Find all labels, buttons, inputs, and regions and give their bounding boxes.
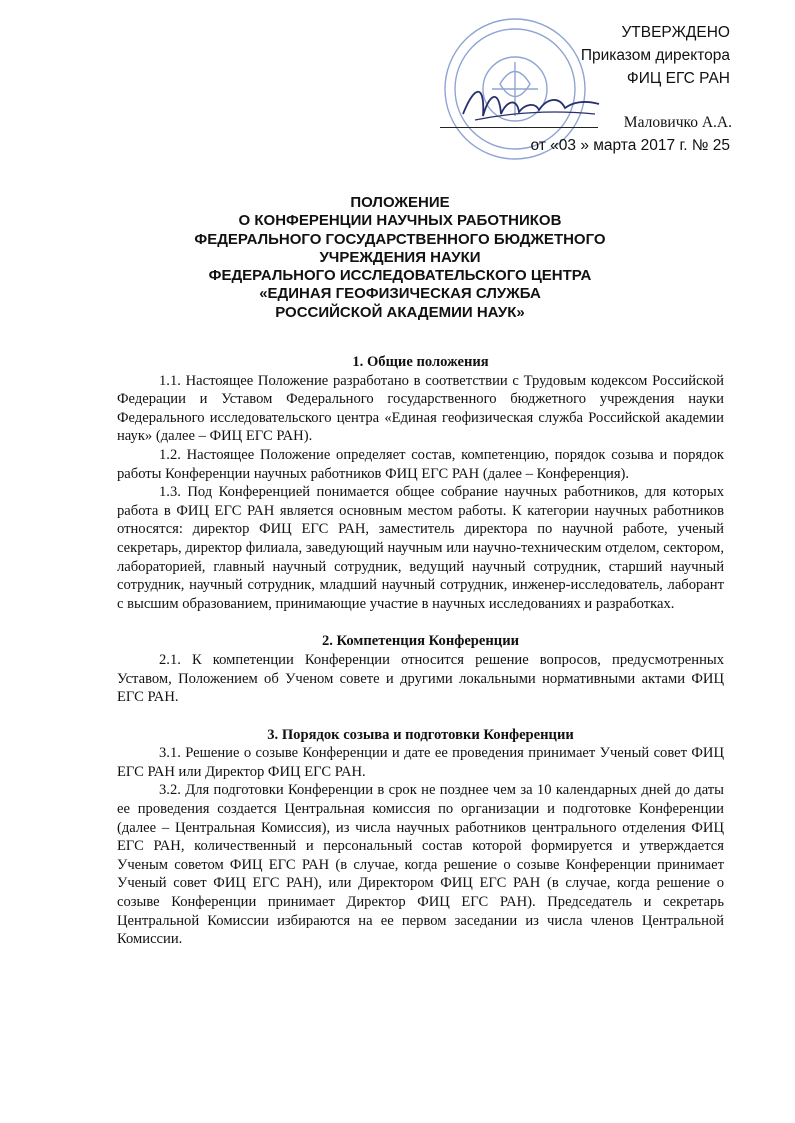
- approval-org: ФИЦ ЕГС РАН: [626, 70, 730, 87]
- section-heading: 3. Порядок созыва и подготовки Конференции: [267, 726, 574, 743]
- section-heading: 2. Компетенция Конференции: [321, 633, 520, 650]
- document-title: [100, 194, 700, 322]
- section-heading: 1. Общие положения: [352, 354, 489, 370]
- title-line: О КОНФЕРЕНЦИИ НАУЧНЫХ РАБОТНИКОВ: [238, 212, 562, 230]
- handwritten-signature: [455, 74, 605, 134]
- signature-line: [440, 127, 598, 128]
- document-body: [117, 353, 724, 949]
- paragraph: 1.2. Настоящее Положение определяет состав, компетенцию, порядок созыва и порядок работы Конференции научных работников ФИЦ ЕГС РАН (далее – Конференция).: [117, 446, 724, 482]
- approval-title: УТВЕРЖДЕНО: [621, 24, 730, 41]
- paragraph: 1.3. Под Конференцией понимается общее собрание научных работников, для которых работа в ФИЦ ЕГС РАН является основным местом работы. К категории научных работников относятся: директор ФИЦ ЕГС РАН, заместитель директора по научной работе, ученый секретарь, директор филиала, заведующий научным или научно-техническим отделом, сектором, лабораторией, главный научный сотрудник, ведущий научный сотрудник, старший научный сотрудник, научный сотрудник, младший научный сотрудник, инженер-исследователь, лаборант с высшим образованием, принимающие участие в научных исследованиях и разработках.: [117, 484, 724, 612]
- approval-order: Приказом директора: [580, 47, 730, 64]
- paragraph: 2.1. К компетенции Конференции относится решение вопросов, предусмотренных Уставом, Положением об Ученом совете и другими локальными нормативными актами ФИЦ ЕГС РАН.: [117, 651, 724, 706]
- title-line: «ЕДИНАЯ ГЕОФИЗИЧЕСКАЯ СЛУЖБА: [259, 285, 541, 303]
- title-line: УЧРЕЖДЕНИЯ НАУКИ: [319, 248, 481, 266]
- approval-signer: Маловичко А.А.: [623, 114, 732, 131]
- title-line: ПОЛОЖЕНИЕ: [350, 194, 450, 211]
- title-line: РОССИЙСКОЙ АКАДЕМИИ НАУК»: [275, 303, 525, 321]
- paragraph: 3.1. Решение о созыве Конференции и дате ее проведения принимает Ученый совет ФИЦ ЕГС РАН или Директор ФИЦ ЕГС РАН.: [117, 745, 724, 780]
- title-line: ФЕДЕРАЛЬНОГО ИССЛЕДОВАТЕЛЬСКОГО ЦЕНТРА: [208, 267, 592, 285]
- paragraph: 1.1. Настоящее Положение разработано в соответствии с Трудовым кодексом Российской Федерации и Уставом Федерального государственного бюджетного учреждения науки Федерального исследовательского центра «Единая геофизическая служба Российской академии наук» (далее – ФИЦ ЕГС РАН).: [117, 372, 724, 445]
- paragraph: 3.2. Для подготовки Конференции в срок не позднее чем за 10 календарных дней до даты ее проведения создается Центральная комиссия по организации и подготовке Конференции (далее – Центральная Комиссия), из числа научных работников центрального отделения ФИЦ ЕГС РАН, количественный и персональный состав которой формируется и утверждается Ученым советом ФИЦ ЕГС РАН (в случае, когда решение о созыве Конференции принимает Ученый совет ФИЦ ЕГС РАН), или Директором ФИЦ ЕГС РАН (в случае, когда решение о созыве Конференции принимает Директор ФИЦ ЕГС РАН). Председатель и секретарь Центральной Комиссии избираются на ее первом заседании из числа членов Центральной Комиссии.: [117, 782, 724, 948]
- title-line: ФЕДЕРАЛЬНОГО ГОСУДАРСТВЕННОГО БЮДЖЕТНОГО: [194, 230, 606, 248]
- approval-date: от «03 » марта 2017 г. № 25: [530, 137, 730, 154]
